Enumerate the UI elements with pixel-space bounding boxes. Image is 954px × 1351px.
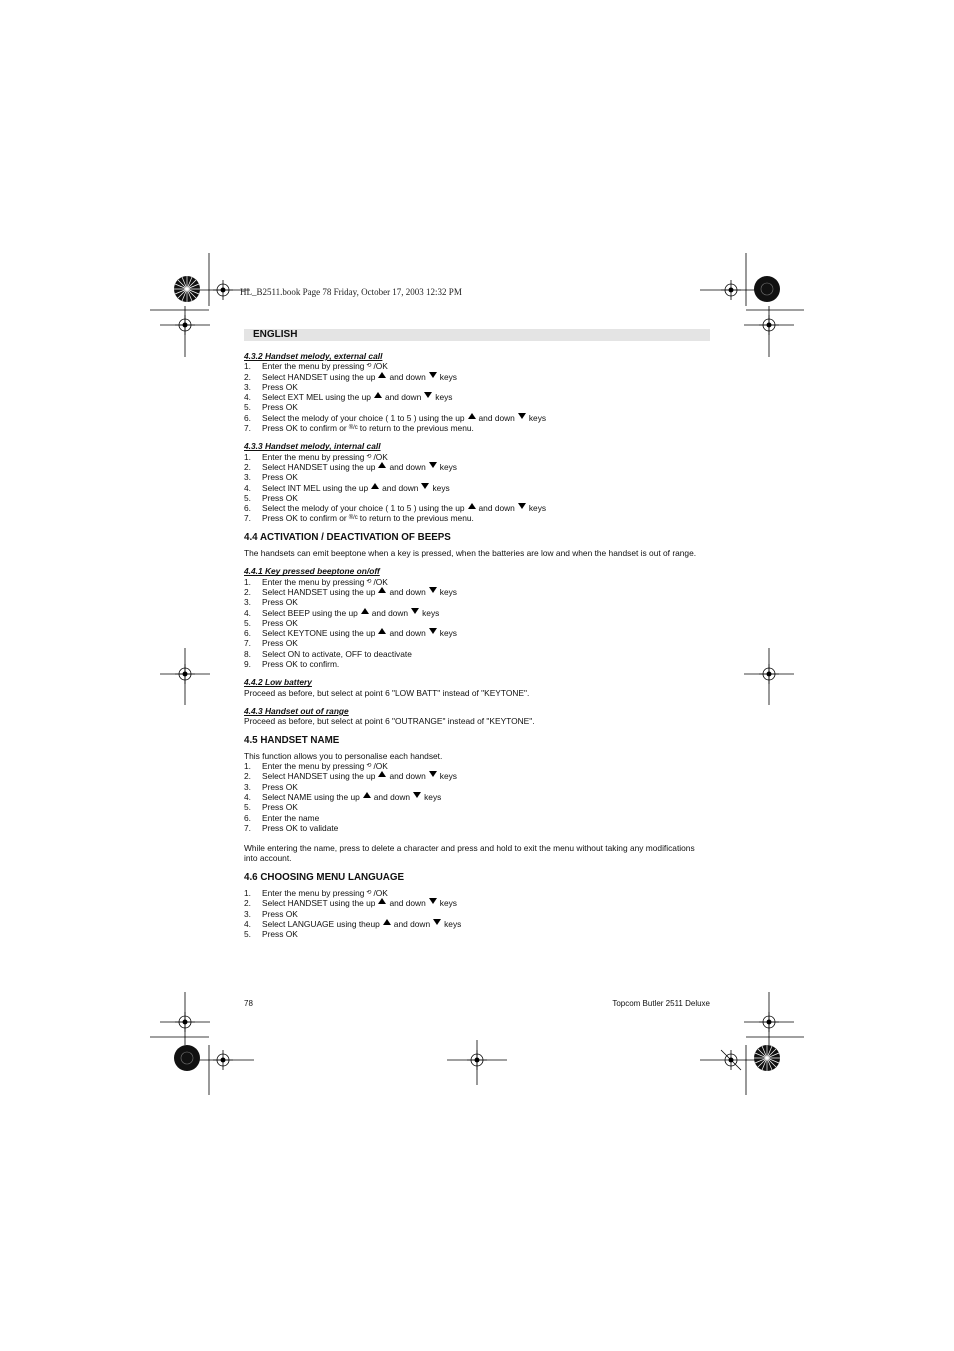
section-title-4-6: 4.6 CHOOSING MENU LANGUAGE — [244, 871, 405, 883]
up-arrow-icon — [378, 771, 386, 777]
up-arrow-icon — [378, 462, 386, 468]
down-arrow-icon — [429, 898, 437, 904]
language-label: ENGLISH — [253, 329, 298, 340]
down-arrow-icon — [421, 483, 429, 489]
page-number: 78 — [244, 999, 253, 1008]
list-item: 1. Enter the menu by pressing ⟲ /OK — [244, 361, 388, 372]
down-arrow-icon — [411, 608, 419, 614]
list-item: 4. Select BEEP using the up and down keys — [244, 607, 440, 618]
subsection-title-4-4-2: 4.4.2 Low battery — [244, 677, 312, 688]
up-arrow-icon — [374, 392, 382, 398]
up-arrow-icon — [468, 503, 476, 509]
list-item: 6. Enter the name — [244, 812, 320, 823]
up-arrow-icon — [378, 628, 386, 634]
up-arrow-icon — [378, 372, 386, 378]
steps-list-4-6 — [244, 888, 710, 939]
list-item: 4. Select LANGUAGE using theup and down keys — [244, 918, 462, 929]
list-item: 5. Press OK — [244, 929, 298, 940]
list-item: 6. Select KEYTONE using the up and down keys — [244, 628, 457, 639]
list-item: 3. Press OK — [244, 908, 298, 919]
down-arrow-icon — [433, 919, 441, 925]
list-item: 5. Press OK — [244, 402, 298, 413]
print-info-header: HL_B2511.book Page 78 Friday, October 17, 2003 12:32 PM — [240, 287, 462, 297]
list-item: 2. Select HANDSET using the up and down keys — [244, 461, 457, 472]
list-item: 7. Press OK to confirm or ®/c to return to the previous menu. — [244, 423, 474, 434]
list-item: 1. Enter the menu by pressing ⟲ /OK — [244, 888, 388, 899]
subsection-title-4-4-3: 4.4.3 Handset out of range — [244, 705, 349, 716]
list-item: 6. Select the melody of your choice ( 1 to 5 ) using the up and down keys — [244, 412, 547, 423]
steps-list-4-3-2 — [244, 361, 710, 433]
down-arrow-icon — [429, 771, 437, 777]
list-item: 6. Select the melody of your choice ( 1 to 5 ) using the up and down keys — [244, 503, 547, 514]
menu-key-icon: ⟲ — [366, 363, 372, 370]
section-note-4-5: While entering the name, press to delete a character and press and hold to exit the menu without taking any modifications into account. — [244, 843, 695, 864]
up-arrow-icon — [378, 587, 386, 593]
menu-key-icon: ⟲ — [366, 763, 372, 770]
down-arrow-icon — [424, 392, 432, 398]
down-arrow-icon — [429, 587, 437, 593]
list-item: 9. Press OK to confirm. — [244, 659, 340, 670]
list-item: 3. Press OK — [244, 597, 298, 608]
subsection-text-4-4-3: Proceed as before, but select at point 6 "OUTRANGE" instead of "KEYTONE". — [244, 716, 535, 727]
down-arrow-icon — [518, 503, 526, 509]
list-item: 1. Enter the menu by pressing ⟲ /OK — [244, 451, 388, 462]
list-item: 3. Press OK — [244, 781, 298, 792]
list-item: 8. Select ON to activate, OFF to deactivate — [244, 648, 412, 659]
down-arrow-icon — [429, 462, 437, 468]
menu-key-icon: ⟲ — [366, 578, 372, 585]
list-item: 2. Select HANDSET using the up and down keys — [244, 586, 457, 597]
list-item: 2. Select HANDSET using the up and down keys — [244, 898, 457, 909]
list-item: 3. Press OK — [244, 381, 298, 392]
list-item: 5. Press OK — [244, 802, 298, 813]
up-arrow-icon — [378, 898, 386, 904]
menu-key-icon: ⟲ — [366, 453, 372, 460]
section-title-4-5: 4.5 HANDSET NAME — [244, 734, 340, 746]
up-arrow-icon — [361, 608, 369, 614]
list-item: 5. Press OK — [244, 492, 298, 503]
down-arrow-icon — [518, 413, 526, 419]
language-bar — [244, 329, 710, 341]
list-item: 2. Select HANDSET using the up and down keys — [244, 371, 457, 382]
list-item: 7. Press OK to confirm or ®/c to return to the previous menu. — [244, 513, 474, 524]
list-item: 3. Press OK — [244, 472, 298, 483]
subsection-title-4-3-2: 4.3.2 Handset melody, external call — [244, 351, 383, 361]
steps-list-4-5 — [244, 761, 710, 833]
subsection-title-4-4-1: 4.4.1 Key pressed beeptone on/off — [244, 566, 380, 577]
section-title-4-4: 4.4 ACTIVATION / DEACTIVATION OF BEEPS — [244, 531, 451, 543]
ce-key-icon: ®/c — [348, 515, 358, 522]
product-name: Topcom Butler 2511 Deluxe — [612, 999, 710, 1008]
section-intro-4-5: This function allows you to personalise each handset. — [244, 750, 443, 761]
steps-list-4-4-1 — [244, 577, 710, 670]
list-item: 5. Press OK — [244, 617, 298, 628]
up-arrow-icon — [468, 413, 476, 419]
subsection-title-4-3-3: 4.3.3 Handset melody, internal call — [244, 441, 381, 452]
ce-key-icon: ®/c — [348, 425, 358, 432]
up-arrow-icon — [383, 919, 391, 925]
up-arrow-icon — [371, 483, 379, 489]
subsection-text-4-4-2: Proceed as before, but select at point 6 "LOW BATT" instead of "KEYTONE". — [244, 687, 530, 698]
list-item: 2. Select HANDSET using the up and down keys — [244, 771, 457, 782]
steps-list-4-3-3 — [244, 452, 710, 524]
list-item: 1. Enter the menu by pressing ⟲ /OK — [244, 576, 388, 587]
list-item: 4. Select EXT MEL using the up and down keys — [244, 392, 453, 403]
list-item: 7. Press OK — [244, 638, 298, 649]
down-arrow-icon — [429, 372, 437, 378]
list-item: 4. Select NAME using the up and down keys — [244, 791, 442, 802]
menu-key-icon: ⟲ — [366, 890, 372, 897]
section-intro-4-4: The handsets can emit beeptone when a key is pressed, when the batteries are low and when the handset is out of range. — [244, 548, 697, 559]
up-arrow-icon — [363, 792, 371, 798]
list-item: 4. Select INT MEL using the up and down keys — [244, 482, 450, 493]
page-content — [244, 351, 710, 940]
list-item: 7. Press OK to validate — [244, 822, 339, 833]
down-arrow-icon — [413, 792, 421, 798]
list-item: 1. Enter the menu by pressing ⟲ /OK — [244, 761, 388, 772]
down-arrow-icon — [429, 628, 437, 634]
